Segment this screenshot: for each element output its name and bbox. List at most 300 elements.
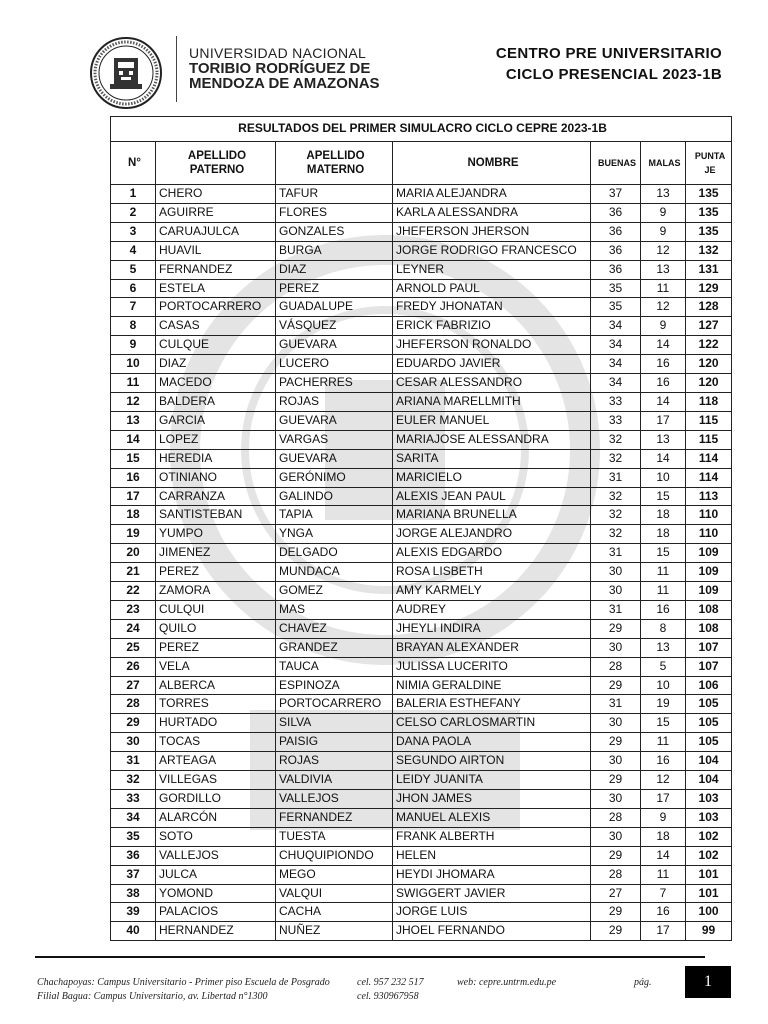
cell-nombre: MARIA ALEJANDRA bbox=[393, 185, 591, 204]
footer-phone-bagua: cel. 930967958 bbox=[357, 991, 419, 1002]
cell-apellido-materno: VALQUI bbox=[276, 884, 393, 903]
footer-divider bbox=[35, 956, 705, 958]
cell-apellido-paterno: HERNANDEZ bbox=[156, 922, 276, 941]
header-divider bbox=[176, 36, 177, 102]
cell-apellido-materno: GUEVARA bbox=[276, 411, 393, 430]
cell-apellido-paterno: OTINIANO bbox=[156, 468, 276, 487]
cell-nombre: NIMIA GERALDINE bbox=[393, 676, 591, 695]
cell-puntaje: 127 bbox=[686, 317, 732, 336]
cell-malas: 15 bbox=[641, 487, 686, 506]
cell-buenas: 28 bbox=[591, 808, 641, 827]
results-table-container bbox=[110, 116, 731, 941]
cell-buenas: 31 bbox=[591, 468, 641, 487]
cell-buenas: 37 bbox=[591, 185, 641, 204]
cell-nombre: DANA PAOLA bbox=[393, 733, 591, 752]
cell-nombre: FREDY JHONATAN bbox=[393, 298, 591, 317]
cell-nombre: ALEXIS EDGARDO bbox=[393, 544, 591, 563]
cell-apellido-materno: VARGAS bbox=[276, 430, 393, 449]
cell-puntaje: 120 bbox=[686, 355, 732, 374]
cell-nombre: JHEFERSON RONALDO bbox=[393, 336, 591, 355]
cell-apellido-paterno: ALARCÓN bbox=[156, 808, 276, 827]
cell-nombre: ROSA LISBETH bbox=[393, 563, 591, 582]
cell-row-number: 23 bbox=[111, 600, 156, 619]
cell-nombre: HELEN bbox=[393, 846, 591, 865]
cell-malas: 13 bbox=[641, 260, 686, 279]
cell-apellido-materno: YNGA bbox=[276, 525, 393, 544]
table-row bbox=[111, 430, 732, 449]
table-title: RESULTADOS DEL PRIMER SIMULACRO CICLO CEPRE 2023-1B bbox=[111, 117, 732, 142]
cell-apellido-paterno: MACEDO bbox=[156, 374, 276, 393]
cell-row-number: 16 bbox=[111, 468, 156, 487]
cell-row-number: 15 bbox=[111, 449, 156, 468]
cell-apellido-paterno: GORDILLO bbox=[156, 790, 276, 809]
cell-puntaje: 132 bbox=[686, 241, 732, 260]
cell-row-number: 39 bbox=[111, 903, 156, 922]
cell-apellido-paterno: VELA bbox=[156, 657, 276, 676]
cell-buenas: 32 bbox=[591, 487, 641, 506]
cell-buenas: 34 bbox=[591, 317, 641, 336]
table-row bbox=[111, 827, 732, 846]
cell-nombre: JHEFERSON JHERSON bbox=[393, 222, 591, 241]
cell-nombre: CESAR ALESSANDRO bbox=[393, 374, 591, 393]
table-row bbox=[111, 203, 732, 222]
cell-nombre: LEIDY JUANITA bbox=[393, 771, 591, 790]
cell-puntaje: 108 bbox=[686, 619, 732, 638]
footer-page-label: pág. bbox=[634, 977, 652, 988]
cell-apellido-paterno: CHERO bbox=[156, 185, 276, 204]
cell-buenas: 31 bbox=[591, 695, 641, 714]
cell-buenas: 36 bbox=[591, 222, 641, 241]
table-row bbox=[111, 260, 732, 279]
cell-puntaje: 101 bbox=[686, 865, 732, 884]
cell-apellido-materno: BURGA bbox=[276, 241, 393, 260]
cell-puntaje: 109 bbox=[686, 544, 732, 563]
cell-nombre: FRANK ALBERTH bbox=[393, 827, 591, 846]
table-row bbox=[111, 638, 732, 657]
cell-malas: 5 bbox=[641, 657, 686, 676]
cell-buenas: 27 bbox=[591, 884, 641, 903]
cell-malas: 12 bbox=[641, 241, 686, 260]
table-row bbox=[111, 317, 732, 336]
table-row bbox=[111, 222, 732, 241]
cell-apellido-materno: PAISIG bbox=[276, 733, 393, 752]
cell-apellido-materno: DIAZ bbox=[276, 260, 393, 279]
cell-row-number: 19 bbox=[111, 525, 156, 544]
cell-nombre: SARITA bbox=[393, 449, 591, 468]
cell-nombre: SEGUNDO AIRTON bbox=[393, 752, 591, 771]
table-row bbox=[111, 771, 732, 790]
cell-buenas: 36 bbox=[591, 241, 641, 260]
cell-apellido-materno: PACHERRES bbox=[276, 374, 393, 393]
cell-malas: 18 bbox=[641, 827, 686, 846]
table-row bbox=[111, 808, 732, 827]
cell-row-number: 5 bbox=[111, 260, 156, 279]
cell-row-number: 22 bbox=[111, 582, 156, 601]
cell-buenas: 33 bbox=[591, 411, 641, 430]
cell-apellido-paterno: CASAS bbox=[156, 317, 276, 336]
cell-row-number: 9 bbox=[111, 336, 156, 355]
footer bbox=[37, 976, 677, 1004]
cell-malas: 16 bbox=[641, 903, 686, 922]
cell-apellido-materno: GUADALUPE bbox=[276, 298, 393, 317]
cell-buenas: 31 bbox=[591, 544, 641, 563]
cell-puntaje: 100 bbox=[686, 903, 732, 922]
cell-malas: 14 bbox=[641, 846, 686, 865]
cell-apellido-paterno: ZAMORA bbox=[156, 582, 276, 601]
cell-buenas: 32 bbox=[591, 430, 641, 449]
cell-puntaje: 135 bbox=[686, 185, 732, 204]
cell-row-number: 40 bbox=[111, 922, 156, 941]
col-header-apellido-paterno-line1: APELLIDO bbox=[187, 150, 247, 162]
cell-nombre: HEYDI JHOMARA bbox=[393, 865, 591, 884]
table-row bbox=[111, 449, 732, 468]
table-row bbox=[111, 903, 732, 922]
cell-apellido-materno: GUEVARA bbox=[276, 336, 393, 355]
cell-buenas: 28 bbox=[591, 865, 641, 884]
cell-apellido-paterno: YOMOND bbox=[156, 884, 276, 903]
table-header-row bbox=[111, 142, 732, 185]
cell-buenas: 31 bbox=[591, 600, 641, 619]
cell-nombre: MARIAJOSE ALESSANDRA bbox=[393, 430, 591, 449]
col-header-malas: MALAS bbox=[641, 142, 686, 185]
cell-puntaje: 105 bbox=[686, 695, 732, 714]
cell-nombre: JORGE LUIS bbox=[393, 903, 591, 922]
cell-apellido-materno: FERNANDEZ bbox=[276, 808, 393, 827]
cell-row-number: 18 bbox=[111, 506, 156, 525]
table-row bbox=[111, 563, 732, 582]
cell-apellido-paterno: JIMENEZ bbox=[156, 544, 276, 563]
cell-row-number: 24 bbox=[111, 619, 156, 638]
table-row bbox=[111, 884, 732, 903]
cell-buenas: 35 bbox=[591, 298, 641, 317]
cell-malas: 8 bbox=[641, 619, 686, 638]
cell-nombre: AMY KARMELY bbox=[393, 582, 591, 601]
cell-apellido-paterno: HUAVIL bbox=[156, 241, 276, 260]
cell-nombre: JHEYLI INDIRA bbox=[393, 619, 591, 638]
cell-nombre: MARIANA BRUNELLA bbox=[393, 506, 591, 525]
cell-apellido-paterno: JULCA bbox=[156, 865, 276, 884]
cell-malas: 14 bbox=[641, 449, 686, 468]
cell-nombre: EDUARDO JAVIER bbox=[393, 355, 591, 374]
cell-malas: 11 bbox=[641, 563, 686, 582]
cell-malas: 11 bbox=[641, 865, 686, 884]
cell-apellido-materno: VÁSQUEZ bbox=[276, 317, 393, 336]
cell-row-number: 36 bbox=[111, 846, 156, 865]
cell-puntaje: 115 bbox=[686, 430, 732, 449]
cell-nombre: JORGE ALEJANDRO bbox=[393, 525, 591, 544]
cell-puntaje: 114 bbox=[686, 468, 732, 487]
cell-nombre: JULISSA LUCERITO bbox=[393, 657, 591, 676]
cell-malas: 9 bbox=[641, 203, 686, 222]
cell-nombre: JHON JAMES bbox=[393, 790, 591, 809]
table-row bbox=[111, 865, 732, 884]
cell-apellido-paterno: HURTADO bbox=[156, 714, 276, 733]
cell-nombre: JORGE RODRIGO FRANCESCO bbox=[393, 241, 591, 260]
cell-apellido-materno: VALLEJOS bbox=[276, 790, 393, 809]
footer-address-main: Chachapoyas: Campus Universitario - Primer piso Escuela de Posgrado bbox=[37, 977, 330, 988]
cell-malas: 12 bbox=[641, 771, 686, 790]
cell-puntaje: 108 bbox=[686, 600, 732, 619]
cell-apellido-materno: GOMEZ bbox=[276, 582, 393, 601]
cell-apellido-paterno: SOTO bbox=[156, 827, 276, 846]
cell-malas: 10 bbox=[641, 676, 686, 695]
cell-row-number: 21 bbox=[111, 563, 156, 582]
cell-malas: 19 bbox=[641, 695, 686, 714]
footer-phone-main: cel. 957 232 517 bbox=[357, 977, 424, 988]
cell-puntaje: 105 bbox=[686, 714, 732, 733]
table-row bbox=[111, 676, 732, 695]
cell-apellido-paterno: FERNANDEZ bbox=[156, 260, 276, 279]
cell-buenas: 29 bbox=[591, 903, 641, 922]
col-header-buenas: BUENAS bbox=[591, 142, 641, 185]
cell-buenas: 36 bbox=[591, 203, 641, 222]
table-body bbox=[111, 185, 732, 941]
cell-row-number: 14 bbox=[111, 430, 156, 449]
cell-apellido-paterno: QUILO bbox=[156, 619, 276, 638]
cell-apellido-paterno: PORTOCARRERO bbox=[156, 298, 276, 317]
university-name-line1: UNIVERSIDAD NACIONAL bbox=[189, 45, 367, 61]
cell-apellido-materno: GRANDEZ bbox=[276, 638, 393, 657]
cell-apellido-paterno: YUMPO bbox=[156, 525, 276, 544]
cell-malas: 9 bbox=[641, 808, 686, 827]
cell-apellido-materno: LUCERO bbox=[276, 355, 393, 374]
cell-buenas: 30 bbox=[591, 752, 641, 771]
footer-address-bagua: Filial Bagua: Campus Universitario, av. Libertad n°1300 bbox=[37, 991, 268, 1002]
cell-nombre: AUDREY bbox=[393, 600, 591, 619]
cell-apellido-materno: GUEVARA bbox=[276, 449, 393, 468]
cell-apellido-materno: TAPIA bbox=[276, 506, 393, 525]
cell-buenas: 33 bbox=[591, 392, 641, 411]
cell-buenas: 29 bbox=[591, 922, 641, 941]
cell-apellido-paterno: PEREZ bbox=[156, 638, 276, 657]
cell-apellido-paterno: PALACIOS bbox=[156, 903, 276, 922]
cell-apellido-materno: MEGO bbox=[276, 865, 393, 884]
table-row bbox=[111, 733, 732, 752]
cell-malas: 14 bbox=[641, 392, 686, 411]
university-name-line3: MENDOZA DE AMAZONAS bbox=[189, 75, 380, 92]
cell-apellido-paterno: LOPEZ bbox=[156, 430, 276, 449]
col-header-puntaje-line2: JE bbox=[704, 165, 716, 175]
cell-malas: 7 bbox=[641, 884, 686, 903]
page-number: 1 bbox=[685, 966, 731, 998]
cell-apellido-materno: FLORES bbox=[276, 203, 393, 222]
cell-buenas: 30 bbox=[591, 563, 641, 582]
cell-puntaje: 120 bbox=[686, 374, 732, 393]
cell-apellido-materno: SILVA bbox=[276, 714, 393, 733]
table-row bbox=[111, 355, 732, 374]
cell-malas: 17 bbox=[641, 790, 686, 809]
cell-row-number: 3 bbox=[111, 222, 156, 241]
cell-buenas: 30 bbox=[591, 714, 641, 733]
cell-apellido-materno: GONZALES bbox=[276, 222, 393, 241]
cell-malas: 17 bbox=[641, 411, 686, 430]
cell-apellido-materno: CHUQUIPIONDO bbox=[276, 846, 393, 865]
table-row bbox=[111, 392, 732, 411]
table-row bbox=[111, 336, 732, 355]
cell-malas: 18 bbox=[641, 525, 686, 544]
cell-row-number: 12 bbox=[111, 392, 156, 411]
cell-puntaje: 107 bbox=[686, 657, 732, 676]
cell-apellido-paterno: SANTISTEBAN bbox=[156, 506, 276, 525]
cell-puntaje: 115 bbox=[686, 411, 732, 430]
cell-row-number: 30 bbox=[111, 733, 156, 752]
cell-nombre: EULER MANUEL bbox=[393, 411, 591, 430]
cell-nombre: JHOEL FERNANDO bbox=[393, 922, 591, 941]
cell-row-number: 33 bbox=[111, 790, 156, 809]
table-row bbox=[111, 657, 732, 676]
cell-row-number: 32 bbox=[111, 771, 156, 790]
cell-malas: 9 bbox=[641, 222, 686, 241]
cell-puntaje: 122 bbox=[686, 336, 732, 355]
cell-apellido-materno: ROJAS bbox=[276, 752, 393, 771]
cell-buenas: 35 bbox=[591, 279, 641, 298]
cell-malas: 16 bbox=[641, 752, 686, 771]
cell-apellido-materno: TAFUR bbox=[276, 185, 393, 204]
cell-row-number: 28 bbox=[111, 695, 156, 714]
cell-nombre: BRAYAN ALEXANDER bbox=[393, 638, 591, 657]
cell-buenas: 32 bbox=[591, 449, 641, 468]
cell-malas: 16 bbox=[641, 374, 686, 393]
cell-buenas: 30 bbox=[591, 790, 641, 809]
cell-row-number: 20 bbox=[111, 544, 156, 563]
cell-apellido-materno: ROJAS bbox=[276, 392, 393, 411]
cell-puntaje: 103 bbox=[686, 790, 732, 809]
cell-apellido-paterno: GARCIA bbox=[156, 411, 276, 430]
cell-apellido-paterno: HEREDIA bbox=[156, 449, 276, 468]
cell-apellido-paterno: DIAZ bbox=[156, 355, 276, 374]
cell-malas: 15 bbox=[641, 714, 686, 733]
center-title-line2: CICLO PRESENCIAL 2023-1B bbox=[505, 66, 722, 83]
cell-buenas: 32 bbox=[591, 506, 641, 525]
cell-buenas: 29 bbox=[591, 676, 641, 695]
cell-nombre: MARICIELO bbox=[393, 468, 591, 487]
cell-malas: 11 bbox=[641, 733, 686, 752]
cell-malas: 14 bbox=[641, 336, 686, 355]
cell-row-number: 13 bbox=[111, 411, 156, 430]
cell-malas: 16 bbox=[641, 355, 686, 374]
cell-row-number: 8 bbox=[111, 317, 156, 336]
table-row bbox=[111, 185, 732, 204]
cell-puntaje: 106 bbox=[686, 676, 732, 695]
cell-apellido-materno: MAS bbox=[276, 600, 393, 619]
cell-row-number: 31 bbox=[111, 752, 156, 771]
cell-apellido-paterno: CARRANZA bbox=[156, 487, 276, 506]
cell-puntaje: 114 bbox=[686, 449, 732, 468]
cell-apellido-paterno: AGUIRRE bbox=[156, 203, 276, 222]
cell-apellido-materno: PORTOCARRERO bbox=[276, 695, 393, 714]
university-seal-logo bbox=[89, 36, 163, 110]
cell-row-number: 11 bbox=[111, 374, 156, 393]
col-header-puntaje-line1: PUNTA bbox=[694, 151, 726, 161]
cell-puntaje: 118 bbox=[686, 392, 732, 411]
cell-nombre: LEYNER bbox=[393, 260, 591, 279]
cell-malas: 18 bbox=[641, 506, 686, 525]
cell-row-number: 6 bbox=[111, 279, 156, 298]
cell-row-number: 17 bbox=[111, 487, 156, 506]
cell-puntaje: 128 bbox=[686, 298, 732, 317]
cell-puntaje: 110 bbox=[686, 506, 732, 525]
cell-puntaje: 101 bbox=[686, 884, 732, 903]
cell-buenas: 34 bbox=[591, 336, 641, 355]
cell-puntaje: 104 bbox=[686, 771, 732, 790]
cell-buenas: 30 bbox=[591, 582, 641, 601]
cell-row-number: 29 bbox=[111, 714, 156, 733]
cell-apellido-materno: CHAVEZ bbox=[276, 619, 393, 638]
cell-row-number: 34 bbox=[111, 808, 156, 827]
cell-apellido-paterno: VILLEGAS bbox=[156, 771, 276, 790]
cell-apellido-paterno: PEREZ bbox=[156, 563, 276, 582]
table-row bbox=[111, 582, 732, 601]
cell-puntaje: 109 bbox=[686, 563, 732, 582]
cell-puntaje: 103 bbox=[686, 808, 732, 827]
table-row bbox=[111, 714, 732, 733]
cell-apellido-materno: TAUCA bbox=[276, 657, 393, 676]
col-header-nombre: NOMBRE bbox=[393, 142, 591, 185]
cell-buenas: 34 bbox=[591, 374, 641, 393]
cell-buenas: 29 bbox=[591, 733, 641, 752]
cell-row-number: 35 bbox=[111, 827, 156, 846]
cell-apellido-paterno: VALLEJOS bbox=[156, 846, 276, 865]
cell-puntaje: 99 bbox=[686, 922, 732, 941]
table-row bbox=[111, 752, 732, 771]
col-header-apellido-paterno bbox=[156, 142, 276, 185]
cell-apellido-paterno: CARUAJULCA bbox=[156, 222, 276, 241]
cell-puntaje: 129 bbox=[686, 279, 732, 298]
cell-row-number: 25 bbox=[111, 638, 156, 657]
cell-apellido-materno: PEREZ bbox=[276, 279, 393, 298]
cell-buenas: 30 bbox=[591, 638, 641, 657]
table-row bbox=[111, 544, 732, 563]
cell-malas: 13 bbox=[641, 638, 686, 657]
table-row bbox=[111, 241, 732, 260]
cell-apellido-materno: MUNDACA bbox=[276, 563, 393, 582]
table-row bbox=[111, 619, 732, 638]
footer-web: web: cepre.untrm.edu.pe bbox=[457, 977, 557, 988]
cell-apellido-materno: ESPINOZA bbox=[276, 676, 393, 695]
cell-nombre: KARLA ALESSANDRA bbox=[393, 203, 591, 222]
cell-row-number: 27 bbox=[111, 676, 156, 695]
cell-puntaje: 135 bbox=[686, 222, 732, 241]
cell-row-number: 7 bbox=[111, 298, 156, 317]
cell-row-number: 10 bbox=[111, 355, 156, 374]
cell-apellido-paterno: CULQUE bbox=[156, 336, 276, 355]
cell-buenas: 30 bbox=[591, 827, 641, 846]
cell-malas: 16 bbox=[641, 600, 686, 619]
results-table bbox=[110, 116, 732, 941]
cell-nombre: ARNOLD PAUL bbox=[393, 279, 591, 298]
cell-row-number: 2 bbox=[111, 203, 156, 222]
cell-malas: 10 bbox=[641, 468, 686, 487]
cell-nombre: ERICK FABRIZIO bbox=[393, 317, 591, 336]
cell-malas: 15 bbox=[641, 544, 686, 563]
col-header-apellido-materno-line1: APELLIDO bbox=[306, 150, 365, 162]
table-row bbox=[111, 525, 732, 544]
cell-apellido-paterno: ESTELA bbox=[156, 279, 276, 298]
cell-puntaje: 102 bbox=[686, 827, 732, 846]
cell-puntaje: 131 bbox=[686, 260, 732, 279]
col-header-apellido-materno-line2: MATERNO bbox=[306, 164, 365, 176]
cell-puntaje: 104 bbox=[686, 752, 732, 771]
cell-malas: 13 bbox=[641, 430, 686, 449]
col-header-apellido-materno bbox=[276, 142, 393, 185]
cell-apellido-materno: NUÑEZ bbox=[276, 922, 393, 941]
cell-puntaje: 107 bbox=[686, 638, 732, 657]
cell-nombre: SWIGGERT JAVIER bbox=[393, 884, 591, 903]
cell-malas: 13 bbox=[641, 185, 686, 204]
table-row bbox=[111, 600, 732, 619]
table-row bbox=[111, 374, 732, 393]
cell-row-number: 1 bbox=[111, 185, 156, 204]
